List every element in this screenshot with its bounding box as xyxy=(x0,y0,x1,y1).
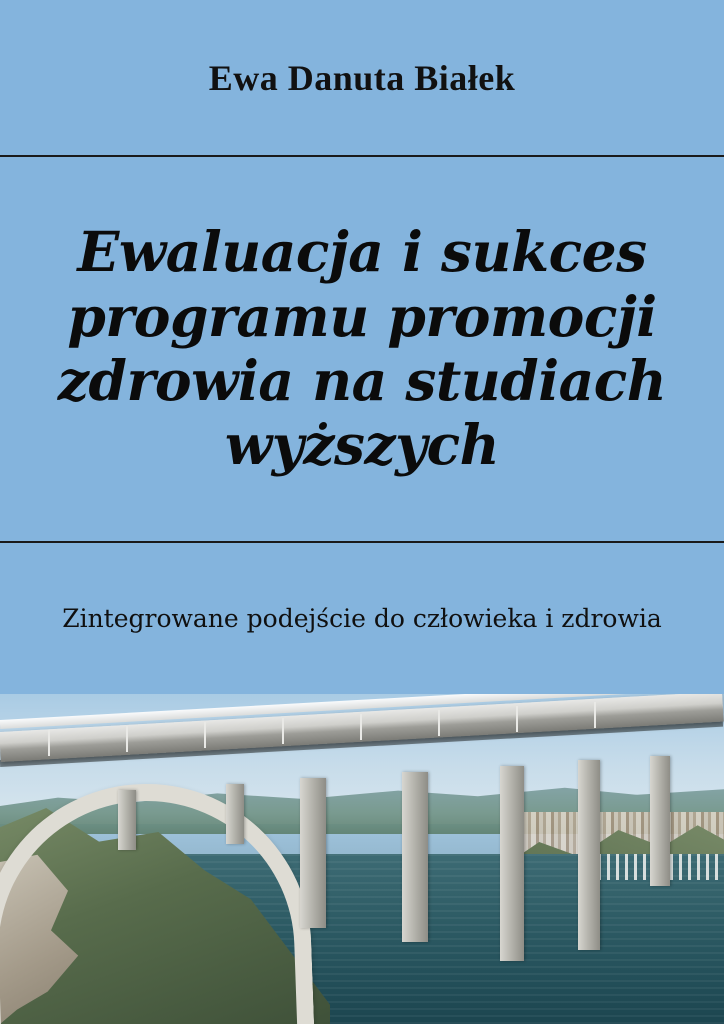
bridge-pier xyxy=(118,790,136,850)
street-lamp xyxy=(282,718,284,744)
author-band xyxy=(0,0,724,155)
street-lamp xyxy=(516,706,518,732)
street-lamp xyxy=(438,710,440,736)
bridge-pier xyxy=(300,778,326,928)
street-lamp xyxy=(594,702,596,728)
street-lamp xyxy=(360,714,362,740)
street-lamp xyxy=(126,726,128,752)
bridge-pier xyxy=(650,756,670,886)
title-band xyxy=(0,157,724,541)
street-lamp xyxy=(48,730,50,756)
bridge-pier xyxy=(500,766,524,961)
subtitle-band xyxy=(0,543,724,693)
cover-photo xyxy=(0,694,724,1024)
bridge-pier xyxy=(402,772,428,942)
book-title: Ewaluacja i sukces programu promocji zdrowia na studiach wyższych xyxy=(57,219,667,478)
bridge-pier xyxy=(226,784,244,844)
author-name: Ewa Danuta Białek xyxy=(208,57,516,98)
book-subtitle: Zintegrowane podejście do człowieka i zdrowia xyxy=(62,603,662,633)
bridge-pier xyxy=(578,760,600,950)
street-lamp xyxy=(204,722,206,748)
